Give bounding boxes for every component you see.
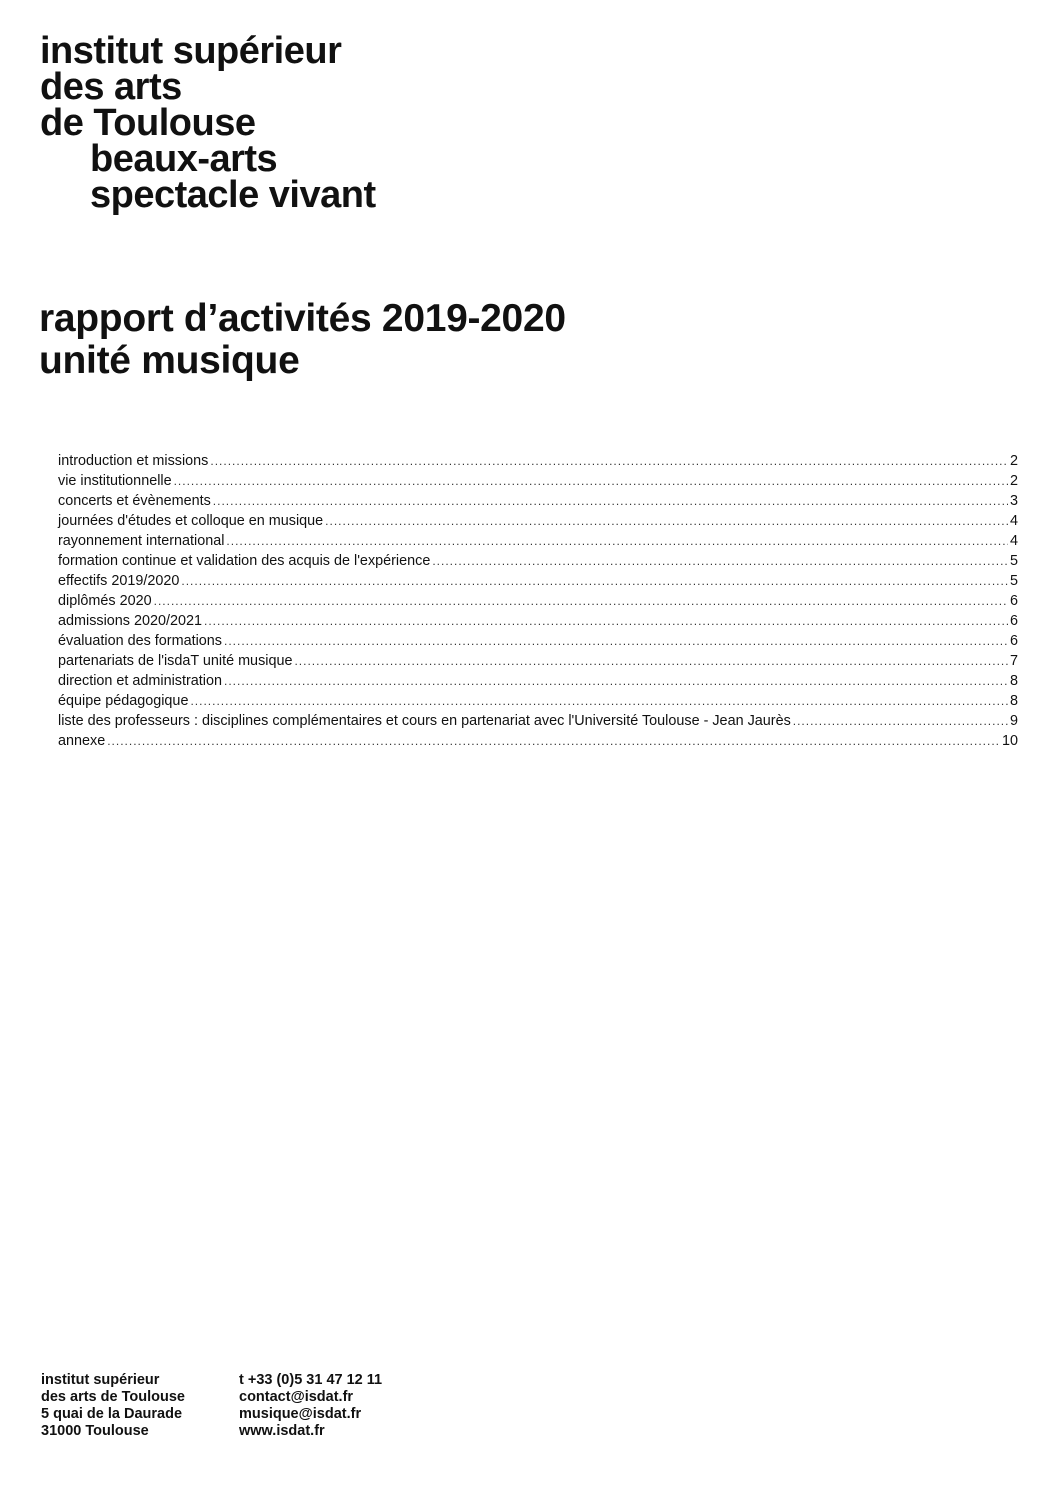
toc-entry-label: effectifs 2019/2020 <box>58 573 180 589</box>
toc-leader-dots <box>213 491 1008 511</box>
toc-entry <box>58 471 1018 491</box>
toc-entry <box>58 611 1018 631</box>
toc-leader-dots <box>107 731 1000 751</box>
music-email: musique@isdat.fr <box>239 1406 362 1422</box>
toc-entry-page: 5 <box>1009 573 1018 589</box>
toc-entry <box>58 531 1018 551</box>
toc-entry-label: concerts et évènements <box>58 493 211 509</box>
toc-leader-dots <box>204 611 1008 631</box>
toc-entry-label: rayonnement international <box>58 533 225 549</box>
toc-entry-label: évaluation des formations <box>58 633 222 649</box>
toc-entry <box>58 571 1018 591</box>
toc-entry-page: 4 <box>1009 533 1018 549</box>
toc-leader-dots <box>181 571 1008 591</box>
toc-entry-label: partenariats de l'isdaT unité musique <box>58 653 293 669</box>
toc-entry-label: vie institutionnelle <box>58 473 172 489</box>
toc-entry-label: annexe <box>58 733 106 749</box>
toc-entry-label: direction et administration <box>58 673 222 689</box>
table-of-contents <box>58 451 1018 751</box>
toc-leader-dots <box>224 671 1008 691</box>
title-line-1: rapport d’activités 2019-2020 <box>39 297 566 340</box>
toc-entry-label: formation continue et validation des acquis de l'expérience <box>58 553 431 569</box>
toc-entry <box>58 651 1018 671</box>
logo-line-1: institut supérieur <box>40 30 342 72</box>
toc-entry-page: 6 <box>1009 593 1018 609</box>
address-line-1: institut supérieur <box>41 1372 160 1388</box>
toc-entry <box>58 731 1018 751</box>
toc-leader-dots <box>294 651 1008 671</box>
toc-entry-page: 3 <box>1009 493 1018 509</box>
toc-entry-page: 8 <box>1009 693 1018 709</box>
toc-leader-dots <box>432 551 1008 571</box>
toc-entry <box>58 451 1018 471</box>
toc-entry-page: 6 <box>1009 613 1018 629</box>
logo-line-4: beaux-arts <box>90 138 278 180</box>
contact-phone: t +33 (0)5 31 47 12 11 <box>239 1372 383 1388</box>
toc-entry-page: 4 <box>1009 513 1018 529</box>
toc-entry-label: diplômés 2020 <box>58 593 152 609</box>
toc-entry-page: 9 <box>1009 713 1018 729</box>
toc-entry <box>58 691 1018 711</box>
toc-entry-label: équipe pédagogique <box>58 693 189 709</box>
toc-leader-dots <box>210 451 1008 471</box>
toc-entry <box>58 671 1018 691</box>
toc-entry-page: 2 <box>1009 453 1018 469</box>
toc-entry <box>58 551 1018 571</box>
contact-email: contact@isdat.fr <box>239 1389 354 1405</box>
toc-entry <box>58 511 1018 531</box>
address-line-3: 5 quai de la Daurade <box>41 1406 183 1422</box>
address-line-4: 31000 Toulouse <box>41 1423 149 1439</box>
toc-entry-label: journées d'études et colloque en musique <box>58 513 324 529</box>
title-line-2: unité musique <box>39 339 300 382</box>
toc-entry <box>58 491 1018 511</box>
toc-entry <box>58 591 1018 611</box>
toc-entry-page: 8 <box>1009 673 1018 689</box>
footer-contact <box>239 1372 382 1440</box>
institution-logo <box>40 30 376 216</box>
toc-entry-label: liste des professeurs : disciplines complémentaires et cours en partenariat avec l'Université Toulouse - Jean Jaurès <box>58 713 791 729</box>
toc-entry <box>58 711 1018 731</box>
toc-entry-page: 2 <box>1009 473 1018 489</box>
logo-line-5: spectacle vivant <box>90 174 376 216</box>
toc-leader-dots <box>174 471 1008 491</box>
logo-line-2: des arts <box>40 66 182 108</box>
toc-leader-dots <box>154 591 1008 611</box>
website-link: www.isdat.fr <box>239 1423 325 1439</box>
toc-entry <box>58 631 1018 651</box>
toc-leader-dots <box>325 511 1008 531</box>
document-title <box>39 298 566 382</box>
toc-entry-label: admissions 2020/2021 <box>58 613 203 629</box>
toc-leader-dots <box>224 631 1008 651</box>
address-line-2: des arts de Toulouse <box>41 1389 185 1405</box>
toc-entry-page: 5 <box>1009 553 1018 569</box>
toc-leader-dots <box>226 531 1008 551</box>
toc-entry-label: introduction et missions <box>58 453 209 469</box>
toc-entry-page: 7 <box>1009 653 1018 669</box>
toc-leader-dots <box>190 691 1008 711</box>
toc-entry-page: 6 <box>1009 633 1018 649</box>
footer-address <box>41 1372 185 1440</box>
toc-entry-page: 10 <box>1001 733 1018 749</box>
toc-leader-dots <box>793 711 1008 731</box>
logo-line-3: de Toulouse <box>40 102 256 144</box>
